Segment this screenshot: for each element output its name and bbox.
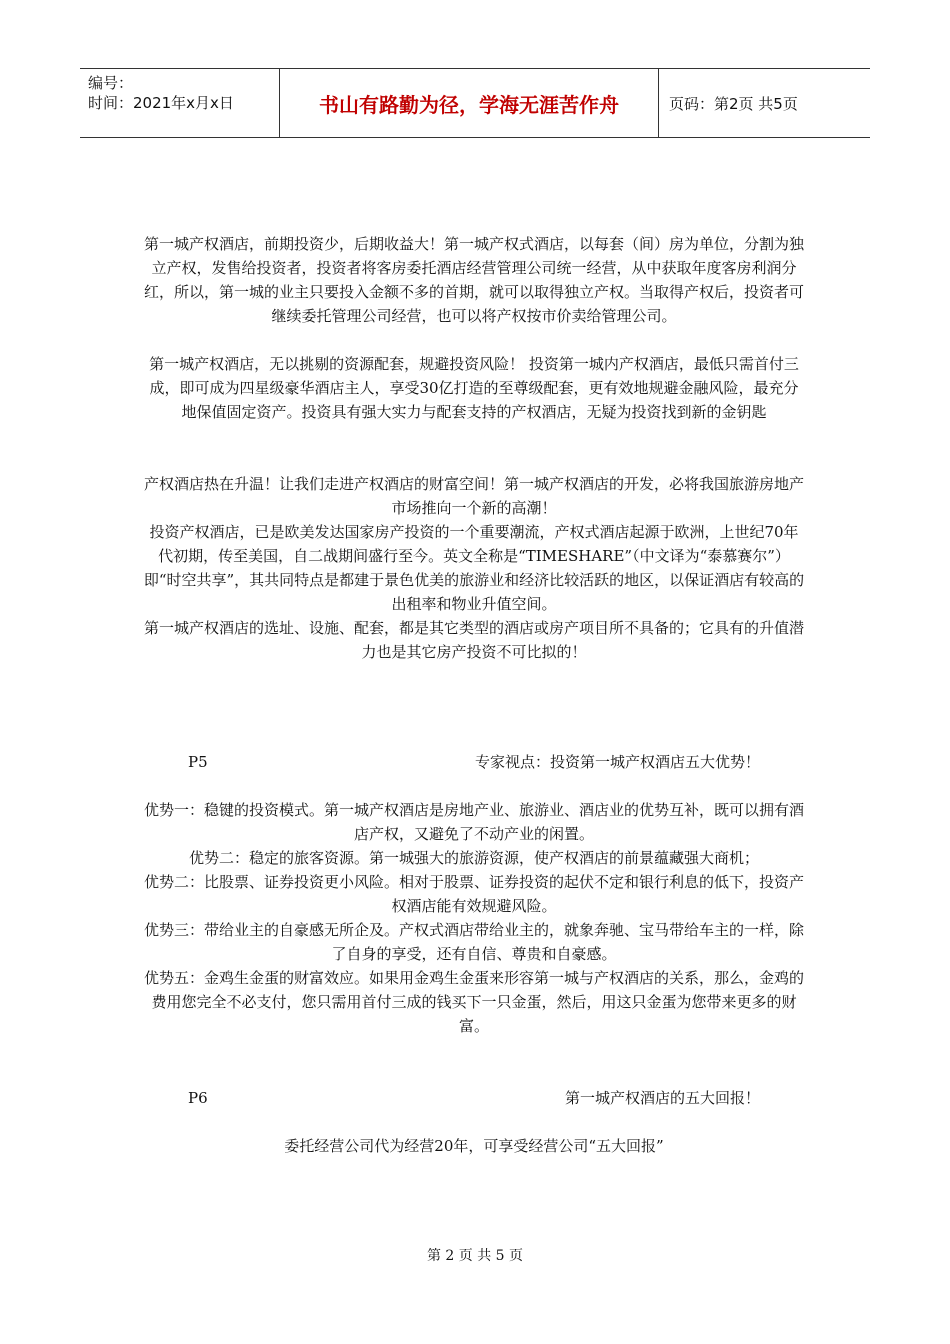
section-p5-tag: P5 bbox=[188, 753, 208, 771]
section-p6-intro: 委托经营公司代为经营20年，可享受经营公司“五大回报” bbox=[284, 1137, 664, 1155]
advantage-item: 优势一：稳键的投资模式。第一城产权酒店是房地产业、旅游业、酒店业的优势互补，既可以拥有酒店产权，又避免了不动产业的闲置。 bbox=[143, 801, 804, 843]
advantage-item: 优势二：稳定的旅客资源。第一城强大的旅游资源，使产权酒店的前景蕴藏强大商机； bbox=[188, 849, 759, 867]
advantage-item: 优势五：金鸡生金蛋的财富效应。如果用金鸡生金蛋来形容第一城与产权酒店的关系，那么，金鸡的费用您完全不必支付，您只需用首付三成的钱买下一只金蛋，然后，用这只金蛋为您带来更多的财富。 bbox=[143, 969, 804, 1035]
header-motto: 书山有路勤为径，学海无涯苦作舟 bbox=[280, 69, 659, 137]
paragraph-heating: 产权酒店热在升温！让我们走进产权酒店的财富空间！第一城产权酒店的开发，必将我国旅游房地产市场推向一个新的高潮！ bbox=[143, 475, 804, 517]
footer-page-number: 第 2 页 共 5 页 bbox=[426, 1248, 524, 1264]
header-page-info: 页码：第2页 共5页 bbox=[669, 94, 798, 113]
paragraph-resources: 第一城产权酒店，无以挑剔的资源配套，规避投资风险！ 投资第一城内产权酒店，最低只需首付三成，即可成为四星级豪华酒店主人，享受30亿打造的至尊级配套，更有效地规避金融风险，最充分地保值固定资产。投资具有强大实力与配套支持的产权酒店，无疑为投资找到新的金钥匙 bbox=[149, 355, 799, 421]
page-footer bbox=[0, 1245, 950, 1265]
paragraph-intro: 第一城产权酒店，前期投资少，后期收益大！第一城产权式酒店，以每套（间）房为单位，分割为独立产权，发售给投资者，投资者将客房委托酒店经营管理公司统一经营，从中获取年度客房利润分红，所以，第一城的业主只要投入金额不多的首期，就可以取得独立产权。当取得产权后，投资者可继续委托管理公司经营，也可以将产权按市价卖给管理公司。 bbox=[143, 235, 804, 325]
header-meta bbox=[80, 69, 280, 137]
number-label: 编号： bbox=[88, 74, 134, 92]
paragraph-advantage: 第一城产权酒店的选址、设施、配套，都是其它类型的酒店或房产项目所不具备的；它具有的升值潜力也是其它房产投资不可比拟的！ bbox=[143, 619, 804, 661]
section-p6-tag: P6 bbox=[188, 1089, 208, 1107]
document-body bbox=[142, 232, 806, 1158]
page-header bbox=[80, 68, 870, 138]
section-p5-title: 专家视点：投资第一城产权酒店五大优势！ bbox=[474, 753, 760, 771]
section-p6-heading bbox=[142, 1086, 806, 1110]
advantage-item: 优势三：带给业主的自豪感无所企及。产权式酒店带给业主的，就象奔驰、宝马带给车主的一样，除了自身的享受，还有自信、尊贵和自豪感。 bbox=[143, 921, 804, 963]
time-label: 时间：2021年x月x日 bbox=[88, 94, 234, 112]
paragraph-history: 投资产权酒店，已是欧美发达国家房产投资的一个重要潮流，产权式酒店起源于欧洲，上世纪70年代初期，传至美国，自二战期间盛行至今。英文全称是“TIMESHARE”（中文译为“泰慕赛尔”）即“时空共享”，其共同特点是都建于景色优美的旅游业和经济比较活跃的地区，以保证酒店有较高的出租率和物业升值空间。 bbox=[143, 523, 805, 613]
section-p6-title: 第一城产权酒店的五大回报！ bbox=[564, 1089, 760, 1107]
advantage-item: 优势二：比股票、证券投资更小风险。相对于股票、证券投资的起伏不定和银行利息的低下，投资产权酒店能有效规避风险。 bbox=[143, 873, 804, 915]
section-p5-heading bbox=[142, 750, 806, 774]
